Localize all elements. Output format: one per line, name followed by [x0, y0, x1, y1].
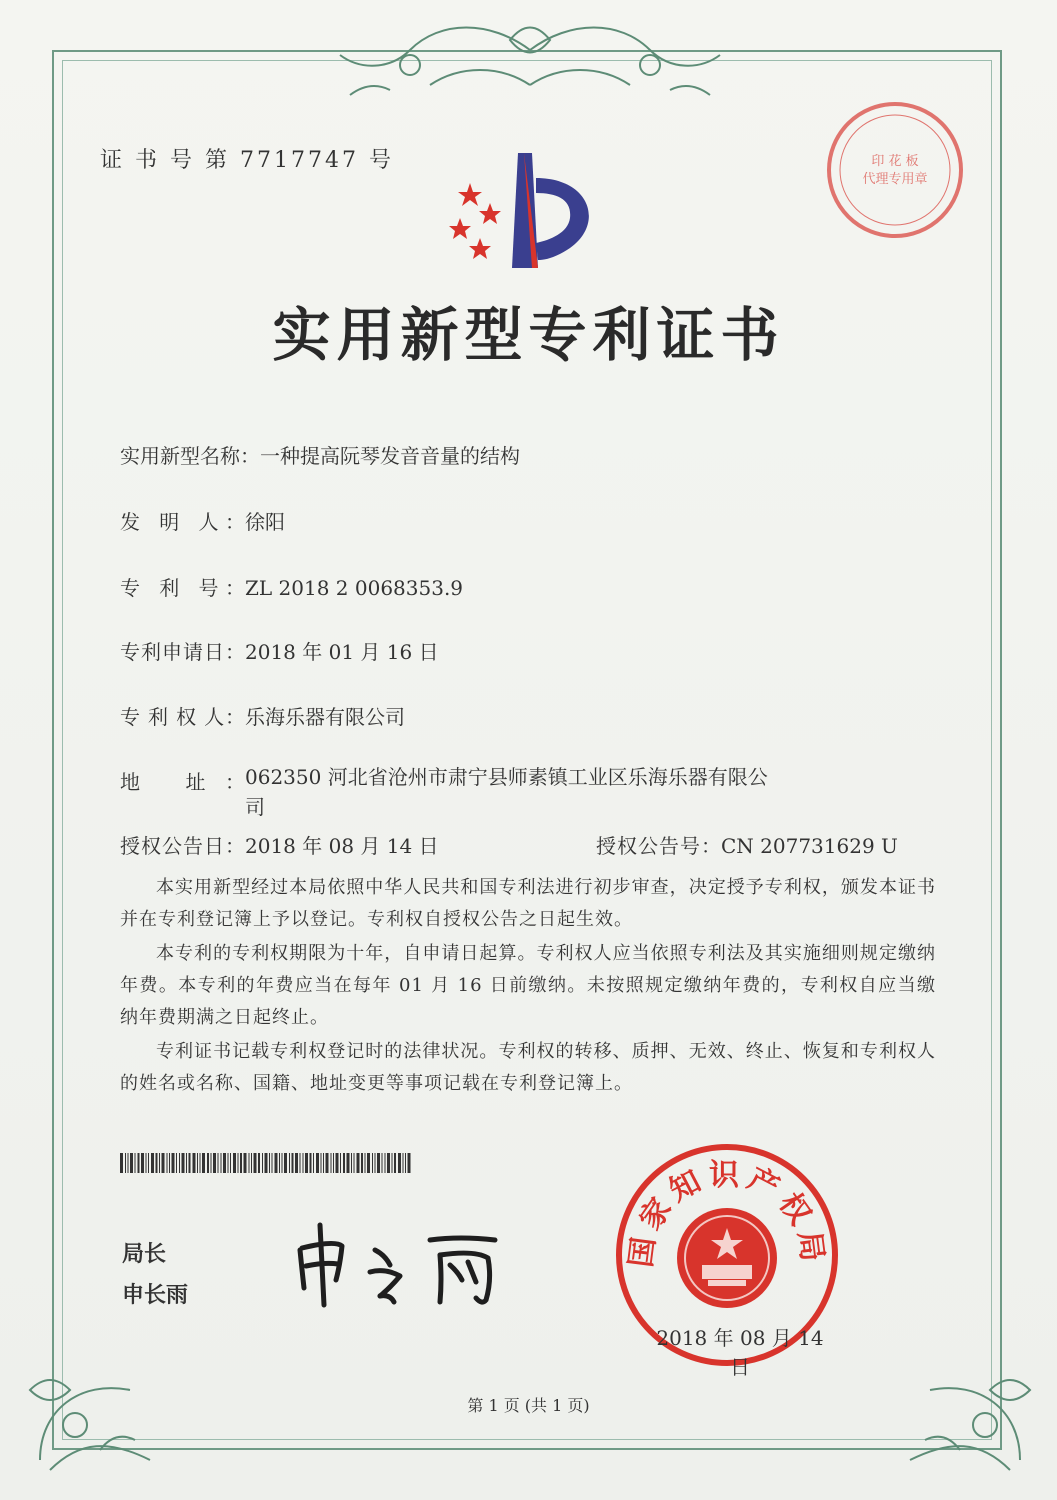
address-label: 地 址：: [120, 770, 245, 794]
publication-date-value: 2018 年 08 月 14 日: [245, 834, 439, 858]
svg-text:代理专用章: 代理专用章: [862, 172, 928, 187]
patent-number-value: ZL 2018 2 0068353.9: [245, 576, 464, 600]
logo-stars: [449, 183, 501, 259]
owner-label: 专 利 权 人：: [120, 705, 245, 729]
body-paragraph: 本专利的专利权期限为十年，自申请日起算。专利权人应当依照专利法及其实施细则规定缴纳年费。本专利的年费应当在每年 01 月 16 日前缴纳。未按照规定缴纳年费的，专利权自应当缴纳年费期满之日起终止。: [120, 943, 936, 1028]
director-signature: [290, 1210, 530, 1310]
national-emblem: [677, 1208, 777, 1308]
director-title: 局长: [122, 1242, 167, 1267]
body-paragraph: 专利证书记载专利权登记时的法律状况。专利权的转移、质押、无效、终止、恢复和专利权人的姓名或名称、国籍、地址变更等事项记载在专利登记簿上。: [120, 1041, 936, 1094]
publication-date-label: 授权公告日：: [120, 834, 245, 858]
inventor-label: 发 明 人：: [120, 510, 245, 534]
page-number: 第 1 页 (共 1 页): [467, 1396, 590, 1415]
patent-number: [120, 572, 463, 601]
address: [120, 766, 785, 822]
publication-number-label: 授权公告号：: [596, 834, 721, 858]
application-date: [120, 636, 439, 665]
top-ornament: [330, 10, 730, 105]
application-date-label: 专利申请日：: [120, 640, 245, 664]
director-name: 申长雨: [122, 1283, 189, 1308]
address-value: 062350 河北省沧州市肃宁县师素镇工业区乐海乐器有限公司: [245, 765, 768, 819]
seal-date: 2018 年 08 月 14 日: [656, 1326, 824, 1379]
patent-office-logo: [440, 148, 610, 278]
certificate-title: 实用新型专利证书: [272, 301, 785, 369]
patent-owner: [120, 701, 405, 730]
barcode: [120, 1153, 415, 1173]
patent-number-label: 专 利 号：: [120, 576, 245, 600]
name-value: 一种提高阮琴发音音量的结构: [260, 444, 520, 468]
logo-p-curve: [536, 178, 589, 260]
inventor: [120, 506, 285, 535]
agency-seal: [820, 95, 970, 245]
application-date-value: 2018 年 01 月 16 日: [245, 640, 439, 664]
name-label: 实用新型名称：: [120, 444, 260, 468]
certificate-body: [120, 872, 936, 1102]
publication-date: [120, 830, 439, 859]
inventor-value: 徐阳: [245, 510, 285, 534]
publication-number-value: CN 207731629 U: [721, 834, 898, 858]
certificate-number: 证 书 号 第 7717747 号: [100, 148, 394, 173]
owner-value: 乐海乐器有限公司: [245, 705, 405, 729]
svg-text:国家知识产权局: 国家知识产权局: [623, 1158, 831, 1270]
utility-model-name: [120, 440, 520, 469]
body-paragraph: 本实用新型经过本局依照中华人民共和国专利法进行初步审查，决定授予专利权，颁发本证书并在专利登记簿上予以登记。专利权自授权公告之日起生效。: [120, 877, 936, 930]
svg-text:印 花 板: 印 花 板: [871, 154, 919, 169]
publication-number: [596, 830, 898, 859]
